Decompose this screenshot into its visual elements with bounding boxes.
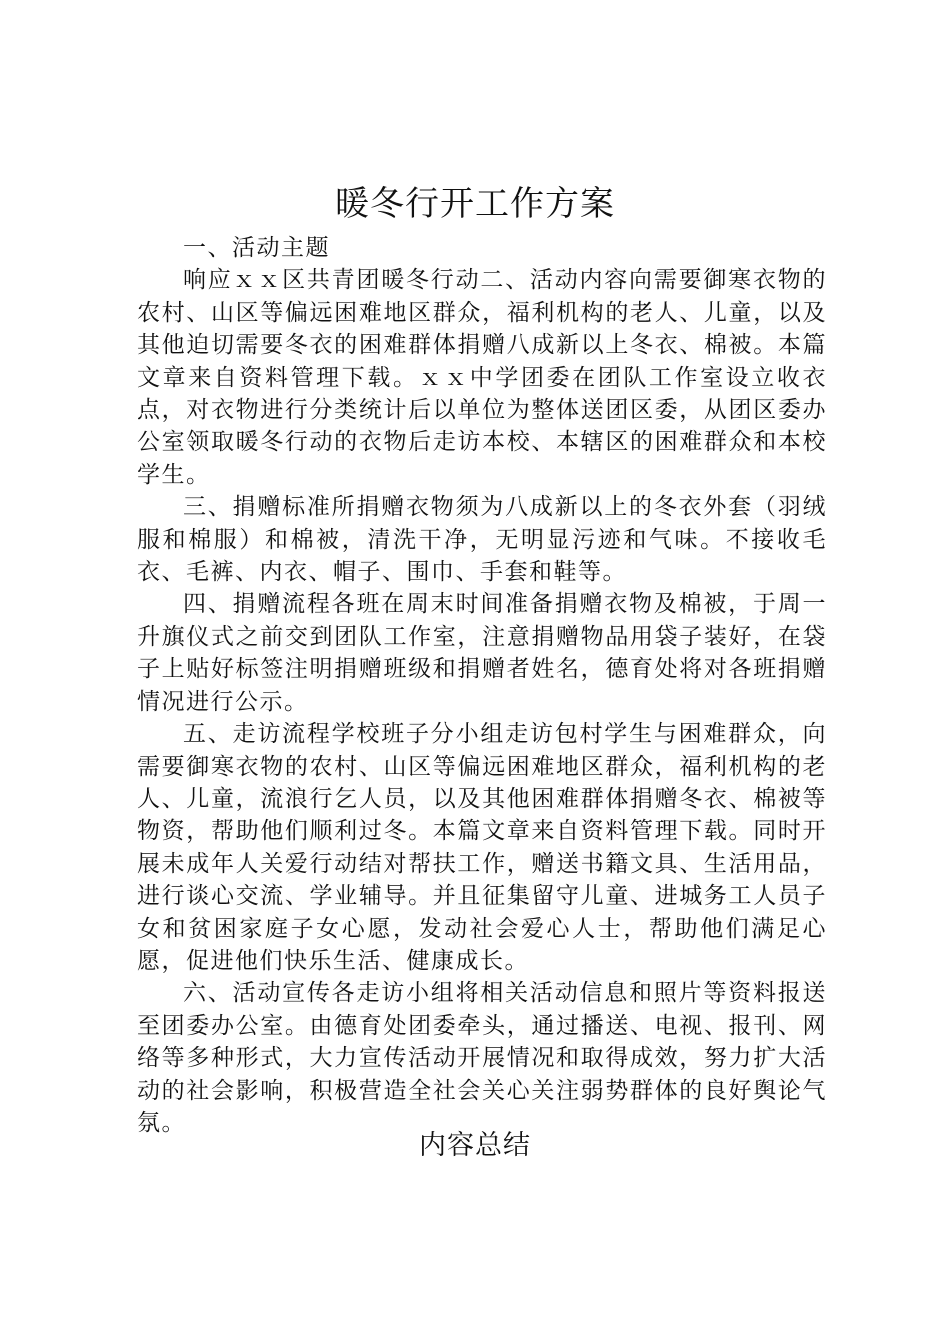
- paragraph-visit-process: 五、走访流程学校班子分小组走访包村学生与困难群众，向需要御寒衣物的农村、山区等偏远困难地区群众，福利机构的老人、儿童，流浪行乞人员，以及其他困难群体捐赠冬衣、棉被等物资，帮助他们顺利过冬。本篇文章来自资料管理下载。同时开展未成年人关爱行动结对帮扶工作，赠送书籍文具、生活用品，进行谈心交流、学业辅导。并且征集留守儿童、进城务工人员子女和贫困家庭子女心愿，发动社会爱心人士，帮助他们满足心愿，促进他们快乐生活、健康成长。: [137, 721, 827, 974]
- section-heading-theme: 一、活动主题: [183, 235, 330, 261]
- document-body: [137, 232, 827, 1139]
- summary-heading: 内容总结: [419, 1130, 531, 1161]
- paragraph-donation-standard: 三、捐赠标准所捐赠衣物须为八成新以上的冬衣外套（羽绒服和棉服）和棉被，清洗干净，无明显污迹和气味。不接收毛衣、毛裤、内衣、帽子、围巾、手套和鞋等。: [137, 494, 827, 586]
- paragraph-publicity: 六、活动宣传各走访小组将相关活动信息和照片等资料报送至团委办公室。由德育处团委牵头，通过播送、电视、报刊、网络等多种形式，大力宣传活动开展情况和取得成效，努力扩大活动的社会影响，积极营造全社会关心关注弱势群体的良好舆论气氛。: [137, 980, 827, 1136]
- document-title: 暖冬行开工作方案: [335, 184, 615, 224]
- paragraph-donation-process: 四、捐赠流程各班在周末时间准备捐赠衣物及棉被，于周一升旗仪式之前交到团队工作室，注意捐赠物品用袋子装好，在袋子上贴好标签注明捐赠班级和捐赠者姓名，德育处将对各班捐赠情况进行公示。: [137, 591, 827, 715]
- paragraph-activity-content: 响应ｘｘ区共青团暖冬行动二、活动内容向需要御寒衣物的农村、山区等偏远困难地区群众，福利机构的老人、儿童，以及其他迫切需要冬衣的困难群体捐赠八成新以上冬衣、棉被。本篇文章来自资料管理下载。ｘｘ中学团委在团队工作室设立收衣点，对衣物进行分类统计后以单位为整体送团区委，从团区委办公室领取暖冬行动的衣物后走访本校、本辖区的困难群众和本校学生。: [137, 267, 827, 488]
